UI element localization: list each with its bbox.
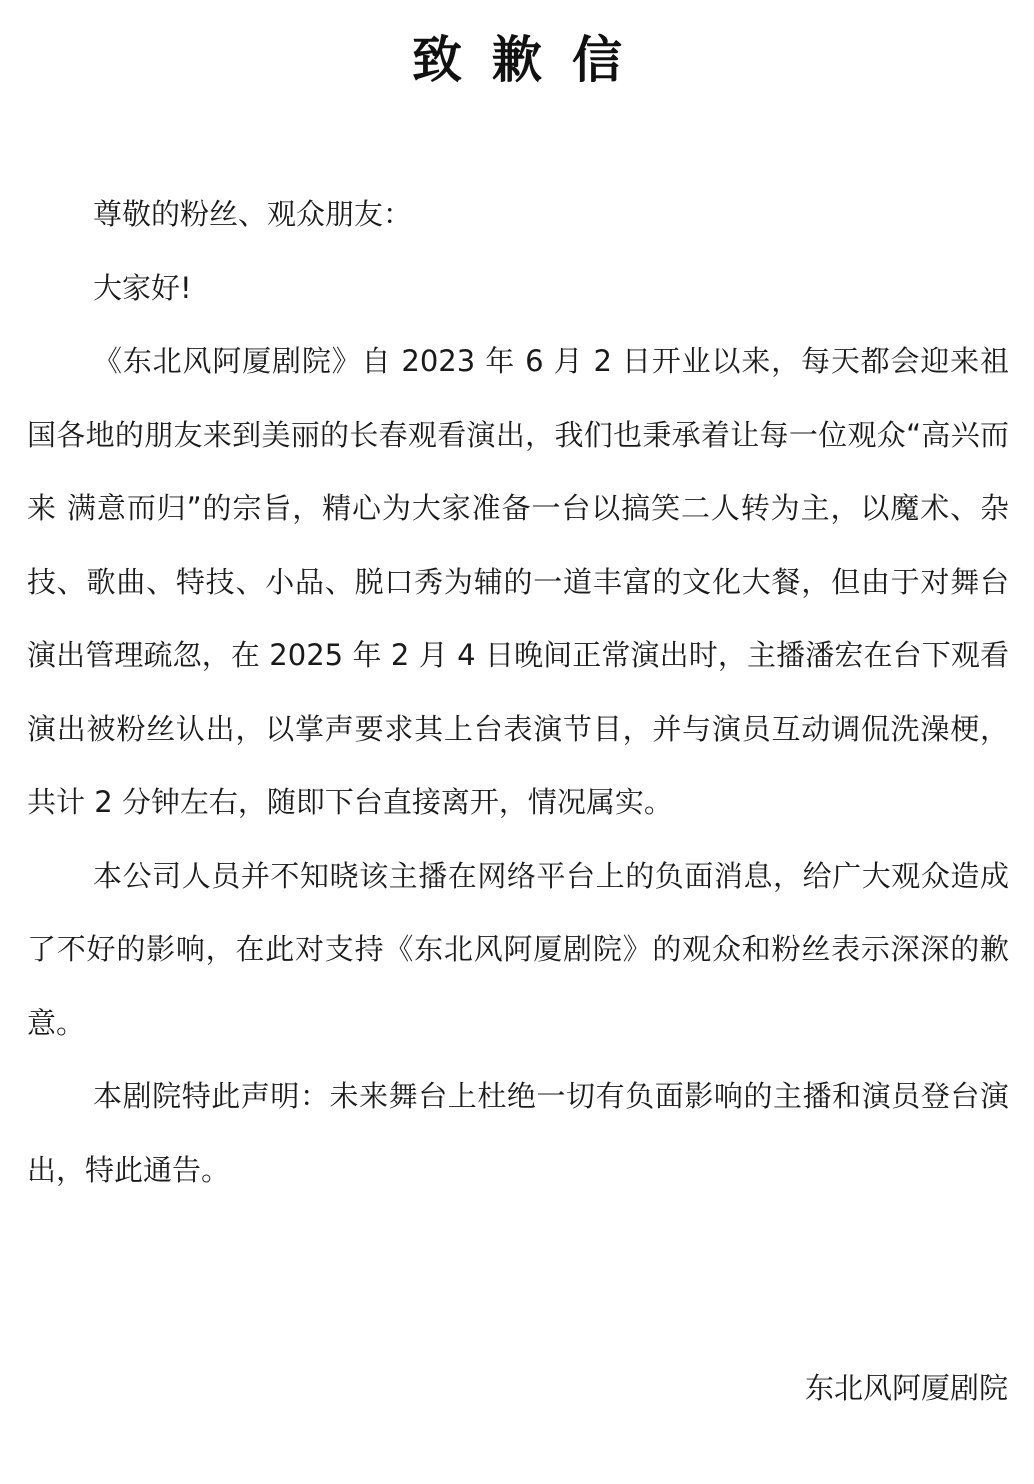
salutation: 尊敬的粉丝、观众朋友： xyxy=(93,197,413,231)
paragraph-intro: 《东北风阿厦剧院》自 2023 年 6 月 2 日开业以来，每天都会迎来祖国各地的朋友来到美丽的长春观看演出，我们也秉承着让每一位观众“高兴而来 满意而归”的宗旨，精心为大家准备一台以搞笑二人转为主，以魔术、杂技、歌曲、特技、小品、脱口秀为辅的一道丰富的文化大餐，但由于对舞台演出管理疏忽，在 2025 年 2 月 4 日晚间正常演出时，主播潘宏在台下观看演出被粉丝认出，以掌声要求其上台表演节目，并与演员互动调侃洗澡梗，共计 2 分钟左右，随即下台直接离开，情况属实。 xyxy=(27,344,1009,819)
letter-body xyxy=(27,178,1009,1207)
letter-title: 致歉信 xyxy=(412,30,652,89)
greeting: 大家好! xyxy=(93,270,192,305)
paragraph-apology: 本公司人员并不知晓该主播在网络平台上的负面消息，给广大观众造成了不好的影响，在此对支持《东北风阿厦剧院》的观众和粉丝表示深深的歉意。 xyxy=(27,858,1009,1040)
signature: 东北风阿厦剧院 xyxy=(804,1371,1008,1405)
paragraph-statement: 本剧院特此声明：未来舞台上杜绝一切有负面影响的主播和演员登台演出，特此通告。 xyxy=(27,1079,1009,1187)
